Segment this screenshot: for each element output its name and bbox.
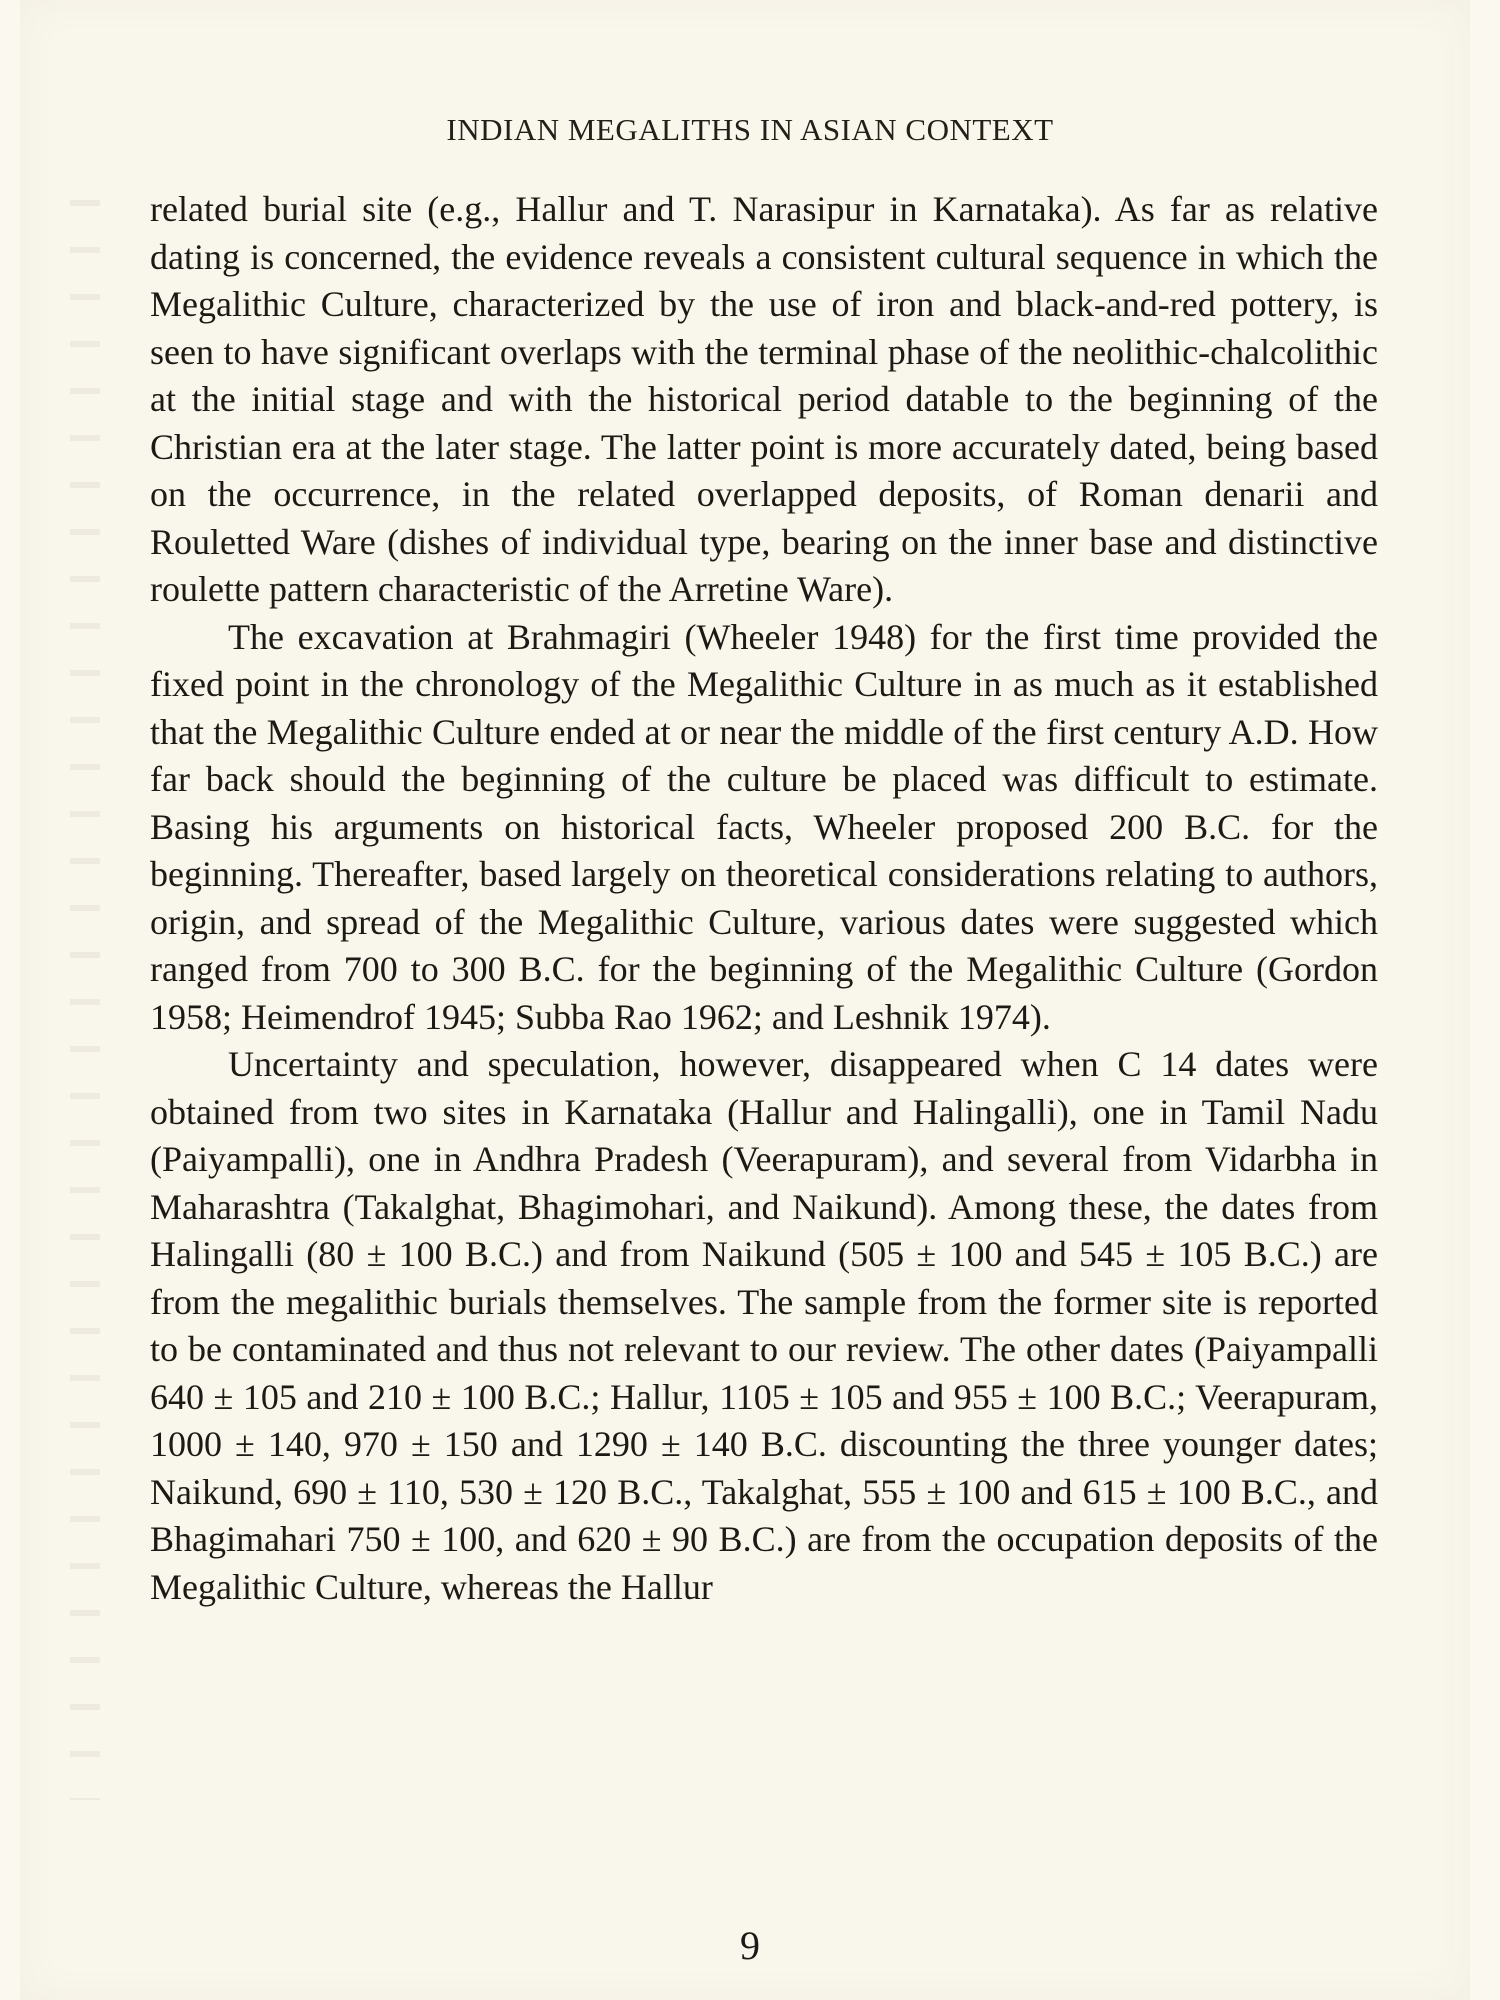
paragraph-2: The excavation at Brahmagiri (Wheeler 1948) for the first time provided the fixed point in the chronology of the Megalithic Culture in as much as it established that the Megalithic Culture ended at or near the middle of the first century A.D. How far back should the beginning of the culture be placed was difficult to estimate. Basing his arguments on historical facts, Wheeler proposed 200 B.C. for the beginning. Thereafter, based largely on theoretical considerations relating to authors, origin, and spread of the Megalithic Culture, various dates were suggested which ranged from 700 to 300 B.C. for the beginning of the Megalithic Culture (Gordon 1958; Heimendrof 1945; Subba Rao 1962; and Leshnik 1974). <box>150 616 1378 1037</box>
running-head: INDIAN MEGALITHS IN ASIAN CONTEXT <box>446 112 1054 147</box>
show-through-text <box>70 200 100 1800</box>
body-text <box>150 186 1378 1611</box>
page-number: 9 <box>740 1923 760 1968</box>
paragraph-3: Uncertainty and speculation, however, disappeared when C 14 dates were obtained from two sites in Karnataka (Hallur and Halingalli), one in Tamil Nadu (Paiyampalli), one in Andhra Pradesh (Veerapuram), and several from Vidarbha in Maharashtra (Takalghat, Bhagimohari, and Naikund). Among these, the dates from Halingalli (80 ± 100 B.C.) and from Naikund (505 ± 100 and 545 ± 105 B.C.) are from the megalithic burials themselves. The sample from the former site is reported to be contaminated and thus not relevant to our review. The other dates (Paiyampalli 640 ± 105 and 210 ± 100 B.C.; Hallur, 1105 ± 105 and 955 ± 100 B.C.; Veerapuram, 1000 ± 140, 970 ± 150 and 1290 ± 140 B.C. discounting the three younger dates; Naikund, 690 ± 110, 530 ± 120 B.C., Takalghat, 555 ± 100 and 615 ± 100 B.C., and Bhagimahari 750 ± 100, and 620 ± 90 B.C.) are from the occupation deposits of the Megalithic Culture, whereas the Hallur <box>150 1044 1378 1607</box>
paragraph-1: related burial site (e.g., Hallur and T. Narasipur in Karnataka). As far as relative dating is concerned, the evidence reveals a consistent cultural sequence in which the Megalithic Culture, characterized by the use of iron and black-and-red pottery, is seen to have significant overlaps with the terminal phase of the neolithic-chalcolithic at the initial stage and with the historical period datable to the beginning of the Christian era at the later stage. The latter point is more accurately dated, being based on the occurrence, in the related overlapped deposits, of Roman denarii and Rouletted Ware (dishes of individual type, bearing on the inner base and distinctive roulette pattern characteristic of the Arretine Ware). <box>150 189 1378 609</box>
